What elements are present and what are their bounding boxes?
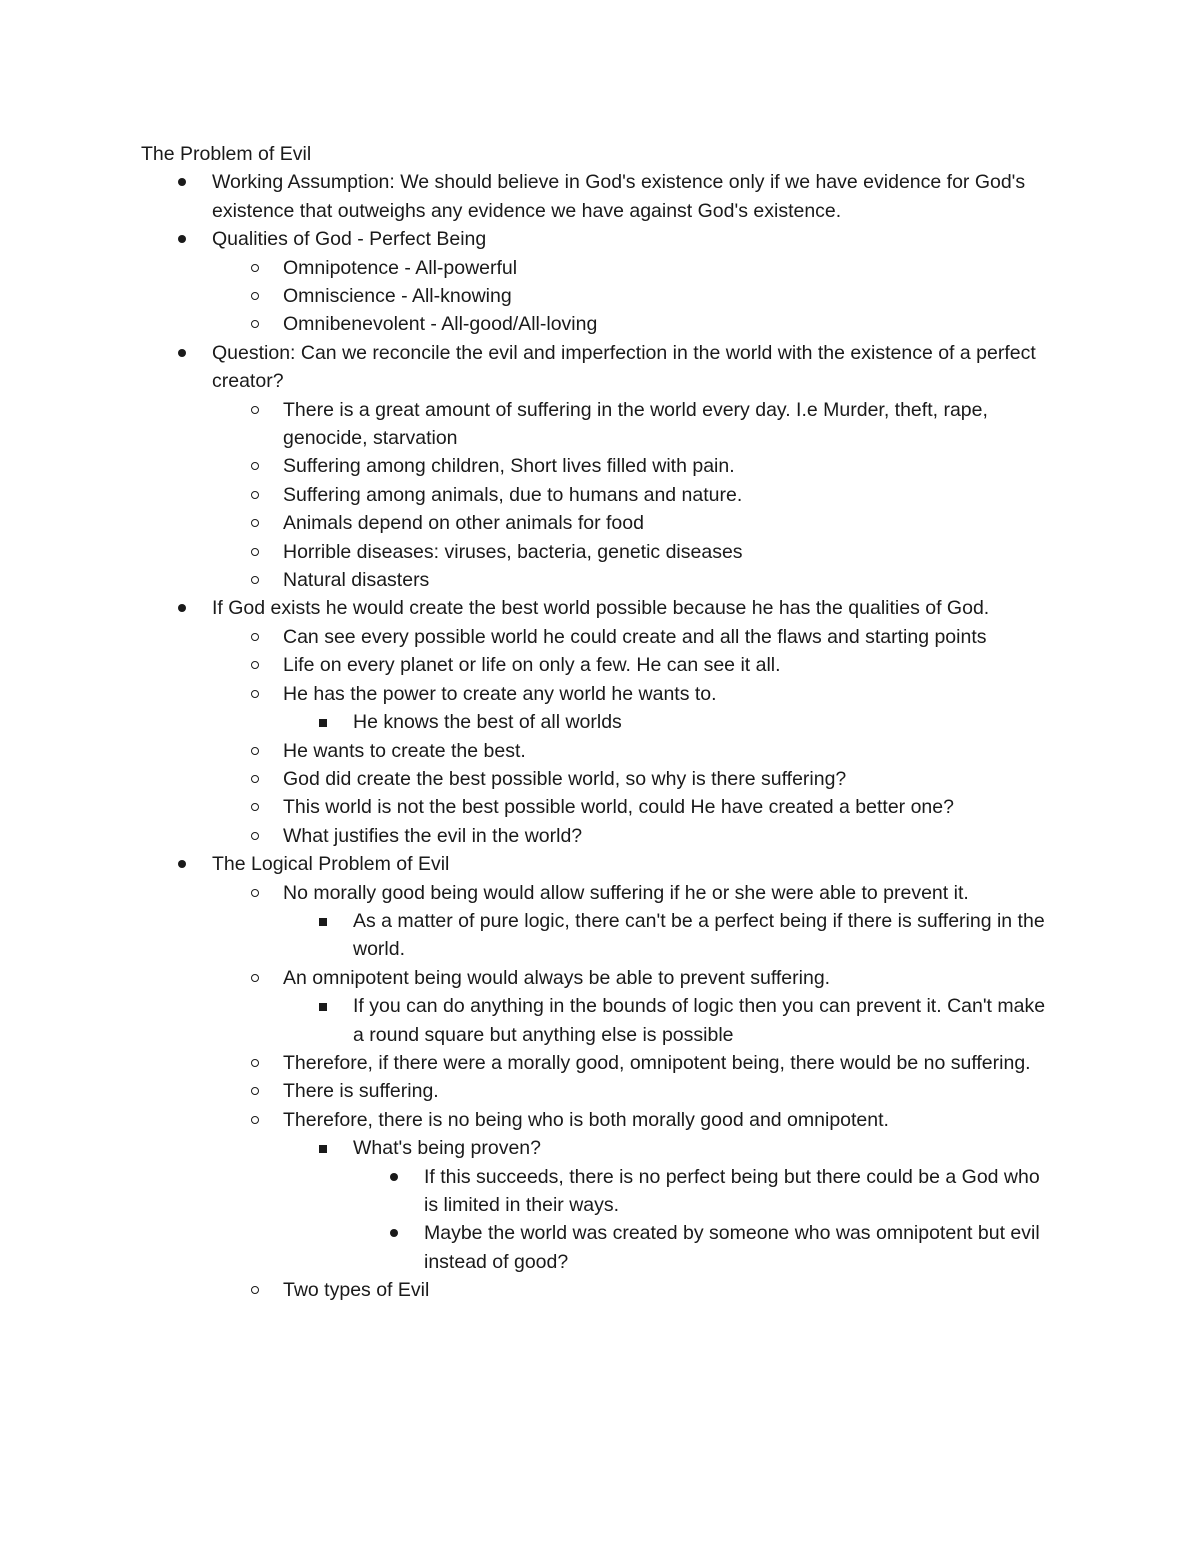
list-item <box>283 254 1063 282</box>
hollow-circle-bullet-icon <box>251 1049 261 1077</box>
list-item <box>283 651 1063 679</box>
list-item <box>283 1106 1063 1134</box>
list-item <box>353 708 1053 736</box>
list-item <box>283 566 1063 594</box>
list-item-text: He wants to create the best. <box>283 739 526 762</box>
list-item-text: Life on every planet or life on only a few. He can see it all. <box>283 654 781 677</box>
list-item-text: Therefore, if there were a morally good, omnipotent being, there would be no suffering. <box>283 1051 1031 1074</box>
list-item-text: The Logical Problem of Evil <box>212 853 450 876</box>
hollow-circle-bullet-icon <box>251 879 261 907</box>
list-item <box>283 765 1063 793</box>
list-item-text: There is a great amount of suffering in the world every day. I.e Murder, theft, rape, genocide, starvation <box>283 398 988 450</box>
list-item-text: Omniscience - All-knowing <box>283 285 512 308</box>
filled-square-bullet-icon <box>319 1134 329 1162</box>
list-item <box>212 594 1062 622</box>
hollow-circle-bullet-icon <box>251 538 261 566</box>
list-item-text: Natural disasters <box>283 569 430 592</box>
hollow-circle-bullet-icon <box>251 623 261 651</box>
list-item-text: Suffering among children, Short lives filled with pain. <box>283 455 735 478</box>
list-item-text: No morally good being would allow suffering if he or she were able to prevent it. <box>283 881 969 904</box>
list-item-text: What's being proven? <box>353 1137 542 1160</box>
list-item <box>212 225 1062 253</box>
list-item <box>283 1276 1063 1304</box>
list-item-text: If God exists he would create the best world possible because he has the qualities of God. <box>212 597 990 620</box>
hollow-circle-bullet-icon <box>251 509 261 537</box>
filled-circle-bullet-icon <box>390 1219 400 1247</box>
hollow-circle-bullet-icon <box>251 964 261 992</box>
hollow-circle-bullet-icon <box>251 680 261 708</box>
list-item-text: Working Assumption: We should believe in God's existence only if we have evidence for God's existence that outweighs any evidence we have against God's existence. <box>212 171 1026 222</box>
list-item-text: Horrible diseases: viruses, bacteria, genetic diseases <box>283 540 743 563</box>
list-item-text: As a matter of pure logic, there can't be a perfect being if there is suffering in the world. <box>353 909 1045 961</box>
list-item-text: Qualities of God - Perfect Being <box>212 228 487 251</box>
list-item-text: An omnipotent being would always be able to prevent suffering. <box>283 966 831 989</box>
hollow-circle-bullet-icon <box>251 765 261 793</box>
list-item-text: Two types of Evil <box>283 1279 430 1302</box>
list-item <box>283 793 1063 821</box>
list-item <box>212 339 1062 396</box>
hollow-circle-bullet-icon <box>251 1276 261 1304</box>
list-item <box>424 1219 1054 1276</box>
filled-square-bullet-icon <box>319 992 329 1020</box>
list-item <box>212 168 1062 225</box>
hollow-circle-bullet-icon <box>251 396 261 424</box>
list-item-text: Omnibenevolent - All-good/All-loving <box>283 313 598 336</box>
list-item <box>283 538 1063 566</box>
list-item-text: This world is not the best possible world, could He have created a better one? <box>283 796 954 819</box>
list-item <box>424 1163 1054 1220</box>
hollow-circle-bullet-icon <box>251 793 261 821</box>
hollow-circle-bullet-icon <box>251 310 261 338</box>
hollow-circle-bullet-icon <box>251 282 261 310</box>
list-item-text: Maybe the world was created by someone who was omnipotent but evil instead of good? <box>424 1222 1040 1273</box>
hollow-circle-bullet-icon <box>251 481 261 509</box>
list-item <box>283 452 1063 480</box>
hollow-circle-bullet-icon <box>251 822 261 850</box>
filled-circle-bullet-icon <box>178 850 188 878</box>
filled-circle-bullet-icon <box>178 225 188 253</box>
list-item-text: Can see every possible world he could create and all the flaws and starting points <box>283 625 987 648</box>
hollow-circle-bullet-icon <box>251 1077 261 1105</box>
hollow-circle-bullet-icon <box>251 737 261 765</box>
document-title: The Problem of Evil <box>141 143 312 165</box>
list-item <box>283 282 1063 310</box>
list-item-text: If this succeeds, there is no perfect being but there could be a God who is limited in their ways. <box>424 1165 1040 1217</box>
list-item <box>283 1077 1063 1105</box>
list-item <box>283 1049 1063 1077</box>
list-item <box>283 737 1063 765</box>
list-item <box>353 907 1053 964</box>
filled-square-bullet-icon <box>319 708 329 736</box>
filled-circle-bullet-icon <box>178 168 188 196</box>
list-item <box>283 822 1063 850</box>
list-item-text: Therefore, there is no being who is both morally good and omnipotent. <box>283 1108 889 1131</box>
list-item <box>283 879 1063 907</box>
hollow-circle-bullet-icon <box>251 1106 261 1134</box>
list-item <box>212 850 1062 878</box>
list-item-text: Question: Can we reconcile the evil and imperfection in the world with the existence of a perfect creator? <box>212 341 1036 393</box>
list-item <box>283 623 1063 651</box>
list-item-text: Omnipotence - All-powerful <box>283 256 518 279</box>
list-item <box>283 310 1063 338</box>
hollow-circle-bullet-icon <box>251 452 261 480</box>
filled-circle-bullet-icon <box>178 339 188 367</box>
list-item <box>283 964 1063 992</box>
filled-circle-bullet-icon <box>390 1163 400 1191</box>
list-item-text: What justifies the evil in the world? <box>283 824 583 847</box>
hollow-circle-bullet-icon <box>251 566 261 594</box>
hollow-circle-bullet-icon <box>251 254 261 282</box>
list-item <box>353 992 1053 1049</box>
outline-list <box>0 168 1200 1304</box>
hollow-circle-bullet-icon <box>251 651 261 679</box>
filled-square-bullet-icon <box>319 907 329 935</box>
list-item <box>283 481 1063 509</box>
list-item <box>283 509 1063 537</box>
list-item <box>283 396 1063 453</box>
list-item-text: There is suffering. <box>283 1080 439 1103</box>
list-item-text: Suffering among animals, due to humans and nature. <box>283 483 743 506</box>
list-item-text: If you can do anything in the bounds of logic then you can prevent it. Can't make a round square but anything else is possible <box>353 995 1046 1046</box>
list-item-text: God did create the best possible world, so why is there suffering? <box>283 767 847 790</box>
filled-circle-bullet-icon <box>178 594 188 622</box>
list-item-text: He knows the best of all worlds <box>353 711 622 734</box>
list-item-text: Animals depend on other animals for food <box>283 512 644 535</box>
list-item <box>353 1134 1053 1162</box>
list-item-text: He has the power to create any world he wants to. <box>283 682 717 705</box>
list-item <box>283 680 1063 708</box>
